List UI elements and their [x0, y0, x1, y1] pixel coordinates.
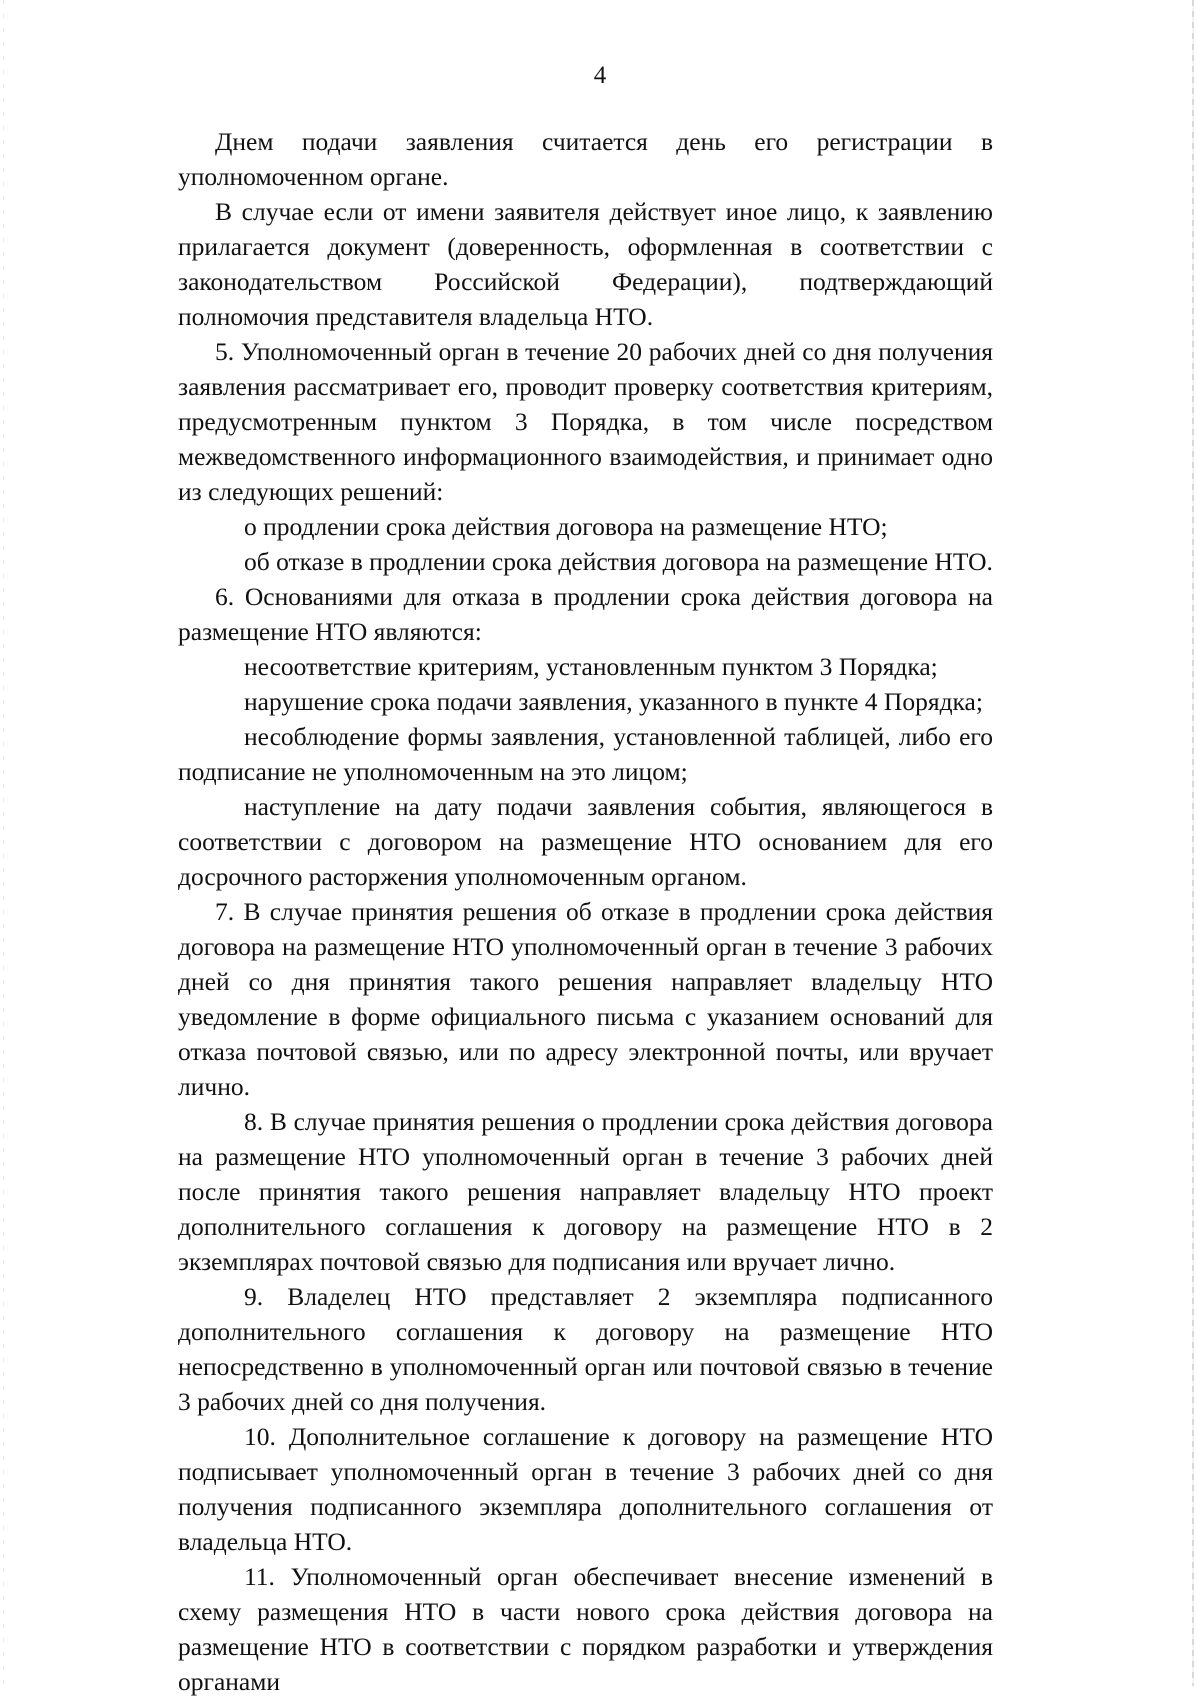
paragraph: о продлении срока действия договора на размещение НТО;	[244, 512, 888, 541]
paragraph: 7. В случае принятия решения об отказе в продлении срока действия договора на размещение НТО уполномоченный орган в течение 3 рабочих дней со дня принятия такого решения направляет владельцу НТО уведомление в форме официального письма с указанием оснований для отказа почтовой связью, или по адресу электронной почты, или вручает лично.	[178, 897, 993, 1101]
paragraph: 11. Уполномоченный орган обеспечивает внесение изменений в схему размещения НТО в части нового срока действия договора на размещение НТО в соответствии с порядком разработки и утверждения органами	[178, 1562, 993, 1696]
paragraph: нарушение срока подачи заявления, указанного в пункте 4 Порядка;	[244, 687, 983, 716]
document-body	[178, 124, 993, 1699]
paragraph: об отказе в продлении срока действия договора на размещение НТО.	[244, 547, 993, 576]
paragraph: несоблюдение формы заявления, установленной таблицей, либо его подписание не уполномоченным на это лицом;	[178, 722, 993, 786]
scan-edge-right	[1192, 0, 1194, 1686]
paragraph: В случае если от имени заявителя действует иное лицо, к заявлению прилагается документ (доверенность, оформленная в соответствии с законодательством Российской Федерации), подтверждающий полномочия представителя владельца НТО.	[178, 197, 993, 331]
paragraph: Днем подачи заявления считается день его регистрации в уполномоченном органе.	[178, 127, 993, 191]
paragraph: 5. Уполномоченный орган в течение 20 рабочих дней со дня получения заявления рассматривает его, проводит проверку соответствия критериям, предусмотренным пунктом 3 Порядка, в том числе посредством межведомственного информационного взаимодействия, и принимает одно из следующих решений:	[178, 337, 993, 506]
paragraph: 10. Дополнительное соглашение к договору на размещение НТО подписывает уполномоченный орган в течение 3 рабочих дней со дня получения подписанного экземпляра дополнительного соглашения от владельца НТО.	[178, 1422, 993, 1556]
paragraph: несоответствие критериям, установленным пунктом 3 Порядка;	[244, 652, 938, 681]
paragraph: 8. В случае принятия решения о продлении срока действия договора на размещение НТО уполномоченный орган в течение 3 рабочих дней после принятия такого решения направляет владельцу НТО проект дополнительного соглашения к договору на размещение НТО в 2 экземплярах почтовой связью для подписания или вручает лично.	[178, 1107, 993, 1276]
paragraph: 6. Основаниями для отказа в продлении срока действия договора на размещение НТО являются:	[178, 582, 993, 646]
page-number: 4	[593, 62, 607, 89]
paragraph: 9. Владелец НТО представляет 2 экземпляра подписанного дополнительного соглашения к договору на размещение НТО непосредственно в уполномоченный орган или почтовой связью в течение 3 рабочих дней со дня получения.	[178, 1282, 993, 1416]
paragraph: наступление на дату подачи заявления события, являющегося в соответствии с договором на размещение НТО основанием для его досрочного расторжения уполномоченным органом.	[178, 792, 993, 891]
scan-edge-left	[3, 0, 4, 1686]
